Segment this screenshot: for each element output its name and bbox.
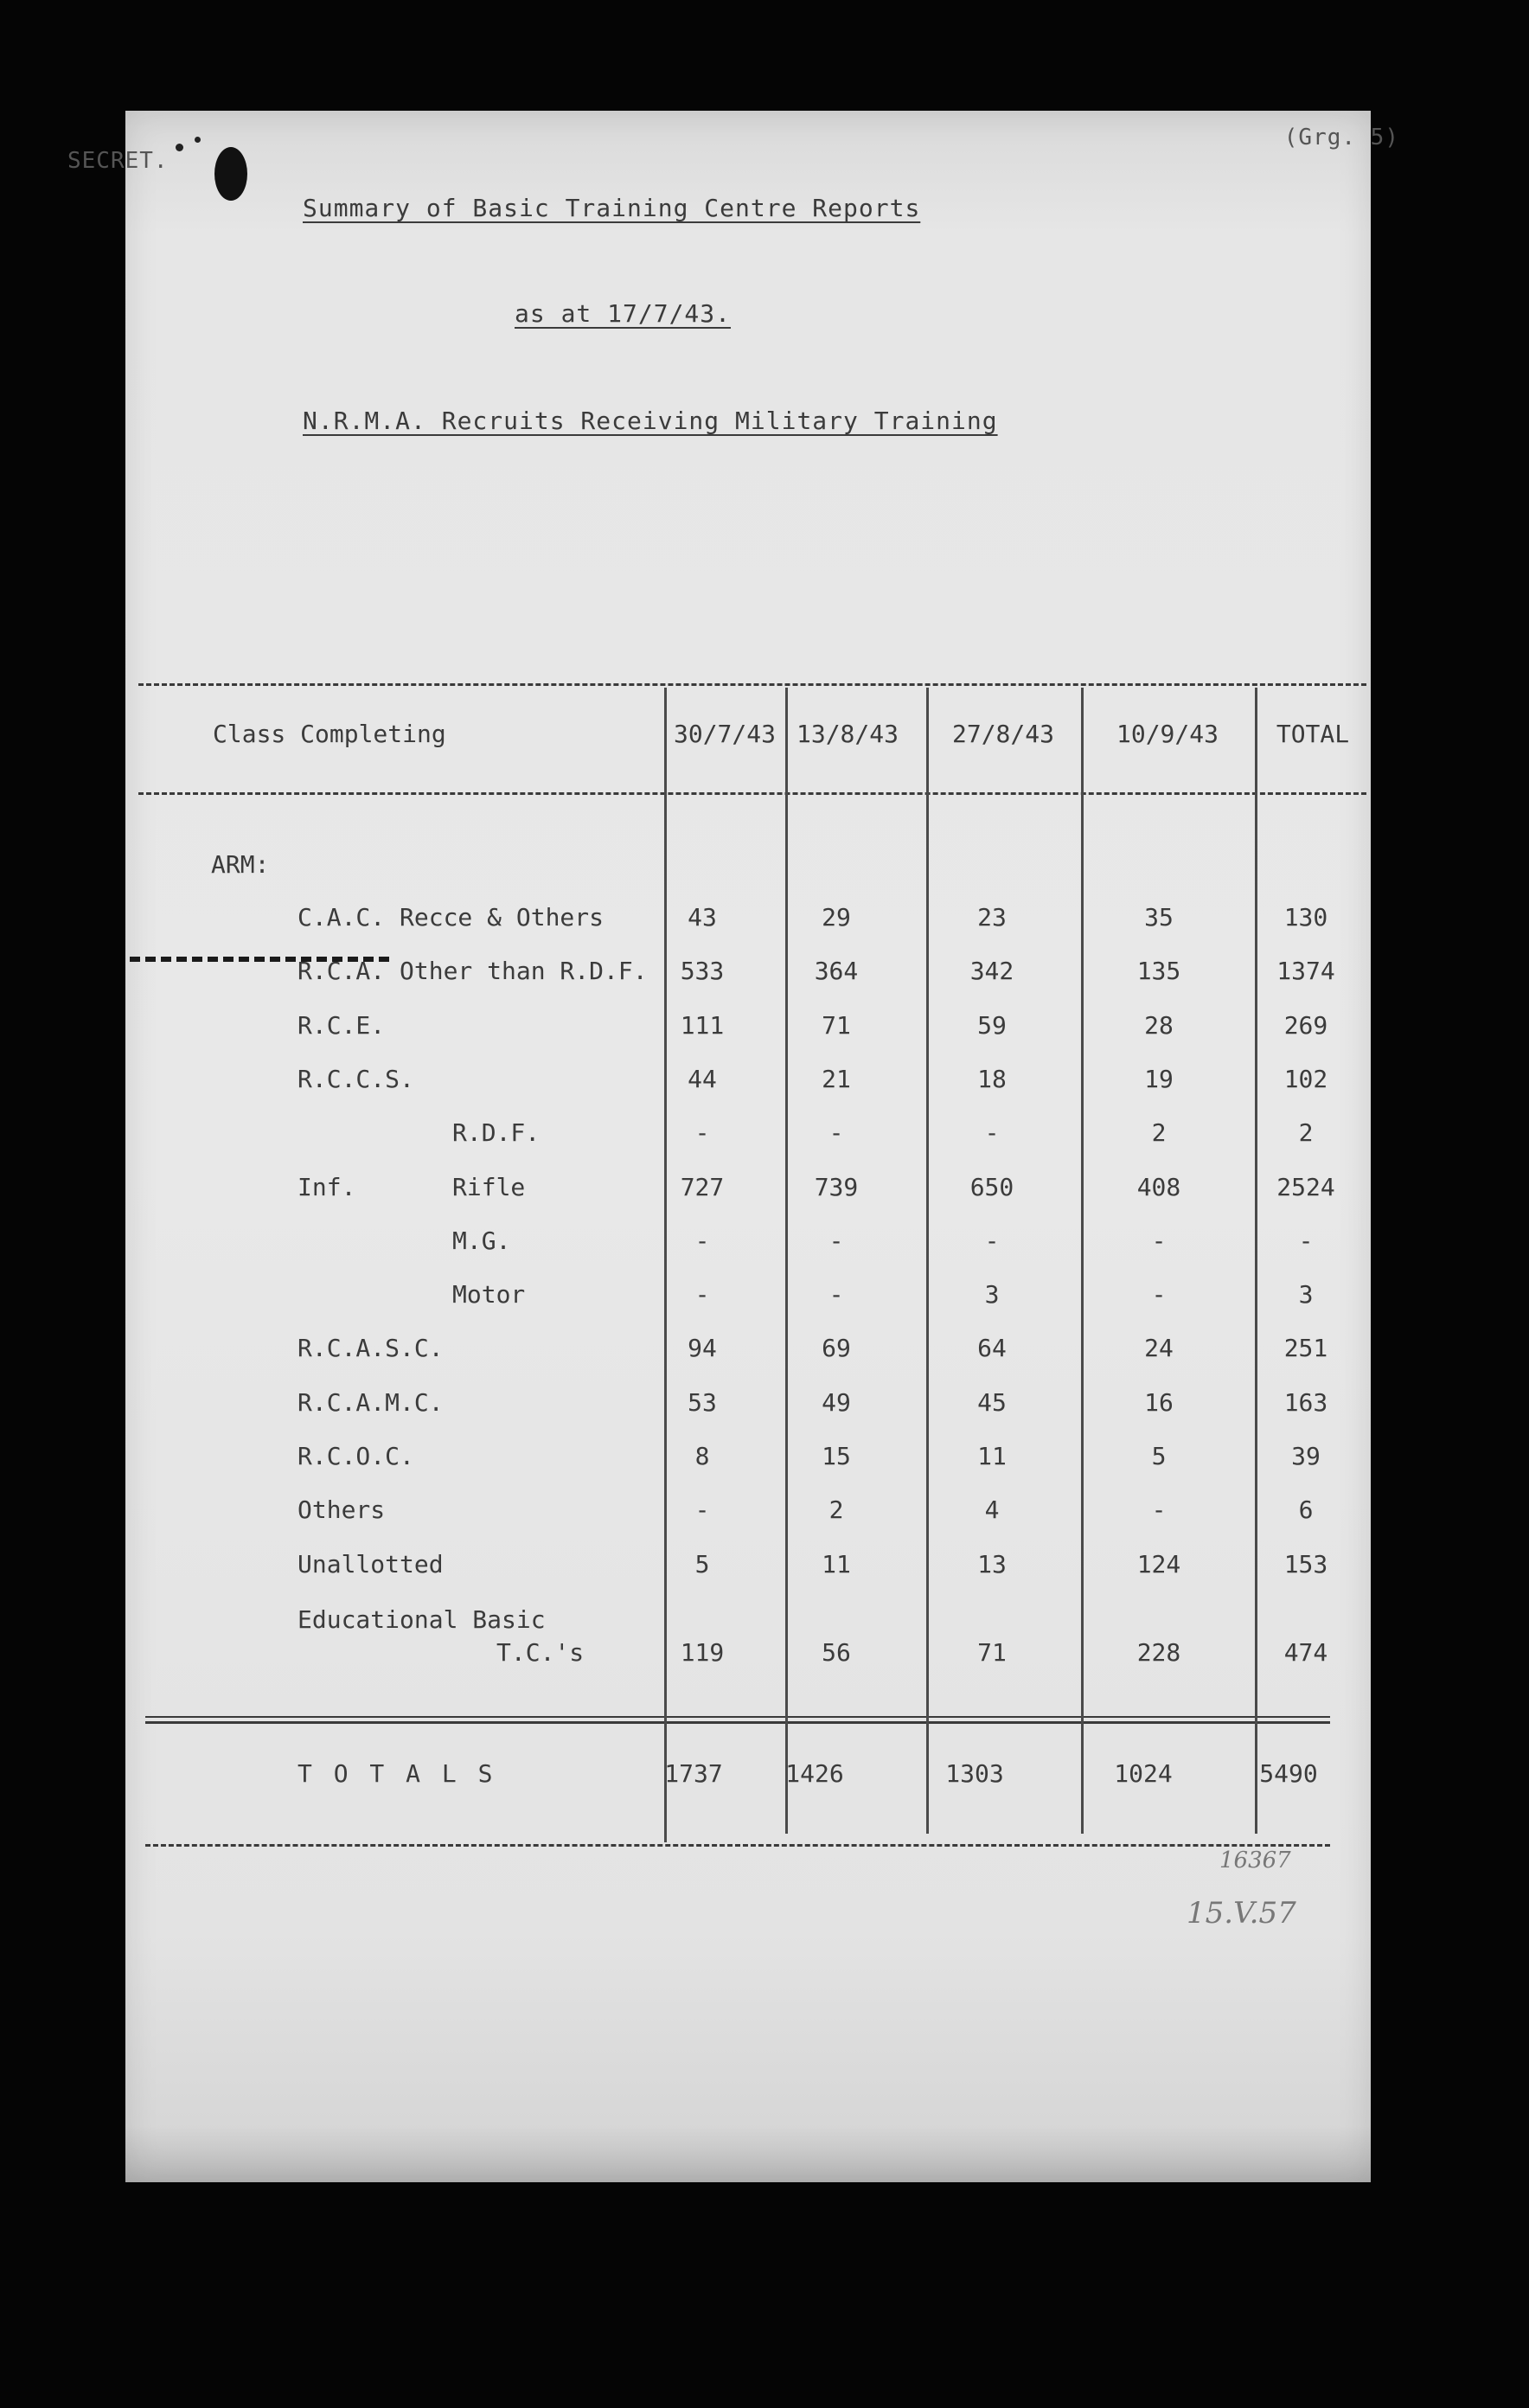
table-cell: 13 bbox=[977, 1550, 1007, 1579]
column-header: TOTAL bbox=[1276, 720, 1350, 748]
table-cell: 45 bbox=[977, 1388, 1007, 1417]
column-header: 27/8/43 bbox=[951, 720, 1054, 748]
table-cell: 5 bbox=[694, 1550, 710, 1579]
table-cell: - bbox=[828, 1280, 844, 1309]
header-class-completing: Class Completing bbox=[213, 720, 446, 748]
educational-cell: 56 bbox=[822, 1638, 851, 1667]
row-label: R.C.E. bbox=[297, 1011, 386, 1040]
table-top-rule bbox=[138, 683, 1366, 686]
ink-smudge bbox=[176, 144, 183, 151]
table-cell: 21 bbox=[822, 1065, 851, 1093]
table-cell: 124 bbox=[1136, 1550, 1181, 1579]
row-label: R.C.A. Other than R.D.F. bbox=[297, 957, 648, 985]
page-shadow-band bbox=[125, 2126, 1371, 2182]
table-cell: 727 bbox=[680, 1173, 725, 1201]
row-label: Others bbox=[297, 1495, 386, 1524]
totals-top-rule-2 bbox=[145, 1716, 1330, 1718]
table-cell: 251 bbox=[1283, 1334, 1328, 1362]
table-cell: - bbox=[1151, 1226, 1167, 1255]
table-cell: - bbox=[694, 1118, 710, 1147]
educational-cell: 119 bbox=[680, 1638, 725, 1667]
row-label: R.C.A.S.C. bbox=[297, 1334, 444, 1362]
table-cell: 8 bbox=[694, 1442, 710, 1470]
table-cell: 23 bbox=[977, 903, 1007, 932]
margin-dash-mark bbox=[130, 957, 389, 962]
row-label: R.C.C.S. bbox=[297, 1065, 414, 1093]
table-cell: 5 bbox=[1151, 1442, 1167, 1470]
table-cell: 24 bbox=[1144, 1334, 1174, 1362]
table-cell: 2 bbox=[1151, 1118, 1167, 1147]
table-cell: 94 bbox=[688, 1334, 717, 1362]
row-label: R.C.O.C. bbox=[297, 1442, 414, 1470]
table-cell: - bbox=[828, 1118, 844, 1147]
table-cell: 2 bbox=[1298, 1118, 1314, 1147]
row-sublabel: Rifle bbox=[452, 1173, 526, 1201]
header-bottom-rule bbox=[138, 792, 1366, 795]
table-cell: 44 bbox=[688, 1065, 717, 1093]
row-label: Unallotted bbox=[297, 1550, 444, 1579]
table-cell: - bbox=[828, 1226, 844, 1255]
classification-label: SECRET. bbox=[67, 148, 169, 174]
table-cell: 4 bbox=[984, 1495, 1000, 1524]
reference-label: (Grg. 5) bbox=[1283, 125, 1399, 150]
table-cell: 59 bbox=[977, 1011, 1007, 1040]
column-header: 13/8/43 bbox=[796, 720, 899, 748]
table-cell: 43 bbox=[688, 903, 717, 932]
table-cell: 49 bbox=[822, 1388, 851, 1417]
totals-cell: 1024 bbox=[1114, 1759, 1173, 1788]
educational-label-line1: Educational Basic bbox=[297, 1605, 546, 1634]
totals-top-rule bbox=[145, 1721, 1330, 1724]
table-cell: - bbox=[694, 1495, 710, 1524]
table-cell: 18 bbox=[977, 1065, 1007, 1093]
table-cell: 35 bbox=[1144, 903, 1174, 932]
row-label: C.A.C. Recce & Others bbox=[297, 903, 605, 932]
totals-cell: 1303 bbox=[945, 1759, 1004, 1788]
table-cell: 11 bbox=[822, 1550, 851, 1579]
table-cell: 16 bbox=[1144, 1388, 1174, 1417]
table-cell: 364 bbox=[814, 957, 859, 985]
handwritten-note: 16367 bbox=[1219, 1848, 1291, 1873]
row-label: Inf. bbox=[297, 1173, 356, 1201]
table-cell: 739 bbox=[814, 1173, 859, 1201]
table-cell: 1374 bbox=[1276, 957, 1335, 985]
table-cell: 69 bbox=[822, 1334, 851, 1362]
table-cell: 130 bbox=[1283, 903, 1328, 932]
table-cell: 3 bbox=[1298, 1280, 1314, 1309]
row-label: R.C.A.M.C. bbox=[297, 1388, 444, 1417]
table-cell: 163 bbox=[1283, 1388, 1328, 1417]
section-label-arm: ARM: bbox=[211, 850, 270, 879]
table-cell: - bbox=[1151, 1495, 1167, 1524]
table-cell: 2 bbox=[828, 1495, 844, 1524]
table-cell: - bbox=[984, 1118, 1000, 1147]
table-cell: 6 bbox=[1298, 1495, 1314, 1524]
table-cell: - bbox=[984, 1226, 1000, 1255]
totals-cell: 1737 bbox=[664, 1759, 723, 1788]
educational-label-line2: T.C.'s bbox=[496, 1638, 585, 1667]
totals-cell: 1426 bbox=[785, 1759, 844, 1788]
document-title: Summary of Basic Training Centre Reports bbox=[303, 194, 921, 222]
table-cell: 153 bbox=[1283, 1550, 1328, 1579]
educational-cell: 228 bbox=[1136, 1638, 1181, 1667]
punch-hole bbox=[214, 147, 247, 201]
table-cell: - bbox=[694, 1280, 710, 1309]
table-cell: 650 bbox=[969, 1173, 1014, 1201]
ink-smudge bbox=[195, 137, 201, 143]
document-subtitle: N.R.M.A. Recruits Receiving Military Training bbox=[303, 407, 998, 435]
totals-label: T O T A L S bbox=[297, 1759, 496, 1788]
column-divider bbox=[926, 688, 929, 1834]
row-sublabel: Motor bbox=[452, 1280, 526, 1309]
table-cell: 342 bbox=[969, 957, 1014, 985]
row-sublabel: R.D.F. bbox=[452, 1118, 541, 1147]
date-line: as at 17/7/43. bbox=[515, 299, 732, 328]
table-cell: 269 bbox=[1283, 1011, 1328, 1040]
table-cell: 102 bbox=[1283, 1065, 1328, 1093]
table-cell: 71 bbox=[822, 1011, 851, 1040]
educational-cell: 474 bbox=[1283, 1638, 1328, 1667]
table-cell: 408 bbox=[1136, 1173, 1181, 1201]
totals-cell: 5490 bbox=[1259, 1759, 1318, 1788]
handwritten-note: 15.V.57 bbox=[1187, 1896, 1296, 1931]
table-cell: 533 bbox=[680, 957, 725, 985]
table-cell: 135 bbox=[1136, 957, 1181, 985]
table-bottom-rule bbox=[145, 1844, 1330, 1847]
table-cell: 2524 bbox=[1276, 1173, 1335, 1201]
column-divider bbox=[664, 688, 667, 1842]
table-cell: - bbox=[1298, 1226, 1314, 1255]
table-cell: - bbox=[694, 1226, 710, 1255]
table-cell: 19 bbox=[1144, 1065, 1174, 1093]
column-divider bbox=[1081, 688, 1084, 1834]
educational-cell: 71 bbox=[977, 1638, 1007, 1667]
row-sublabel: M.G. bbox=[452, 1226, 511, 1255]
column-header: 10/9/43 bbox=[1116, 720, 1219, 748]
table-cell: - bbox=[1151, 1280, 1167, 1309]
table-cell: 111 bbox=[680, 1011, 725, 1040]
table-cell: 3 bbox=[984, 1280, 1000, 1309]
table-cell: 11 bbox=[977, 1442, 1007, 1470]
table-cell: 15 bbox=[822, 1442, 851, 1470]
table-cell: 39 bbox=[1291, 1442, 1321, 1470]
table-cell: 28 bbox=[1144, 1011, 1174, 1040]
table-cell: 53 bbox=[688, 1388, 717, 1417]
table-cell: 29 bbox=[822, 903, 851, 932]
table-cell: 64 bbox=[977, 1334, 1007, 1362]
column-header: 30/7/43 bbox=[673, 720, 776, 748]
